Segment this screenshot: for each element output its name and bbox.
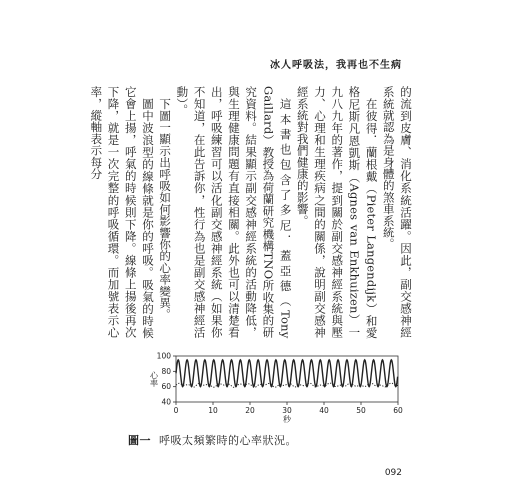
paragraph-2: 在彼得．蘭根戴（Pieter Langendijk）和愛格尼斯凡恩凱斯（Agnes van Enkhuizen）一九八九年的著作，提到關於副交感神經系統與壓力、心理和生理疾病之間的關係，說明副交感神經系統對我們健康的影響。 [295,86,379,338]
paragraph-1: 的流到皮膚、消化系統活躍。因此，副交感神經系統就認為是身體的煞車系統。 [381,86,413,338]
x-tick-label: 50 [356,406,366,415]
y-tick-label: 60 [161,382,171,392]
x-tick-label: 20 [245,406,255,415]
y-tick-label: 40 [161,397,171,407]
breathing-line [176,360,398,387]
x-tick-label: 0 [173,406,179,415]
body-text [89,86,414,338]
paragraph-5: 圖中波浪型的線條就是你的呼吸。吸氣的時候它會上揚，呼氣的時候則下降。線條上揚後再次下降，就是一次完整的呼吸循環。而加號表示心率，縱軸表示每分 [89,86,155,338]
page-number: 092 [384,468,402,478]
x-tick-label: 40 [319,406,329,415]
running-header: 冰人呼吸法，我再也不生病 [270,60,402,71]
y-tick-label: 100 [156,351,171,361]
caption-text: 呼吸太頻繁時的心率狀況。 [159,434,297,447]
x-tick-label: 60 [393,406,403,415]
paragraph-4: 下圖一顯示出呼吸如何影響你的心率變異。 [158,97,173,320]
caption-label: 圖一 [128,434,151,447]
heart-rate-chart [128,352,414,422]
x-tick-label: 30 [282,406,292,415]
x-axis-label: 秒 [283,415,291,424]
figure-caption [128,432,297,448]
y-tick-label: 80 [161,366,171,376]
paragraph-3: 這本書也包含了多尼．蓋亞德（Tony Gaillard）教授為荷蘭研究機構TNO所收集的研究資料。結果顯示副交感神經系統的活動降低，與生理健康問題有直接相關。此外也可以清楚看出，呼吸練習可以活化副交感神經系統（如果你不知道，在此告訴你，性行為也是副交感神經活動）。 [175,86,293,338]
x-tick-label: 10 [208,406,218,415]
y-axis-label: 心率 [149,371,159,387]
